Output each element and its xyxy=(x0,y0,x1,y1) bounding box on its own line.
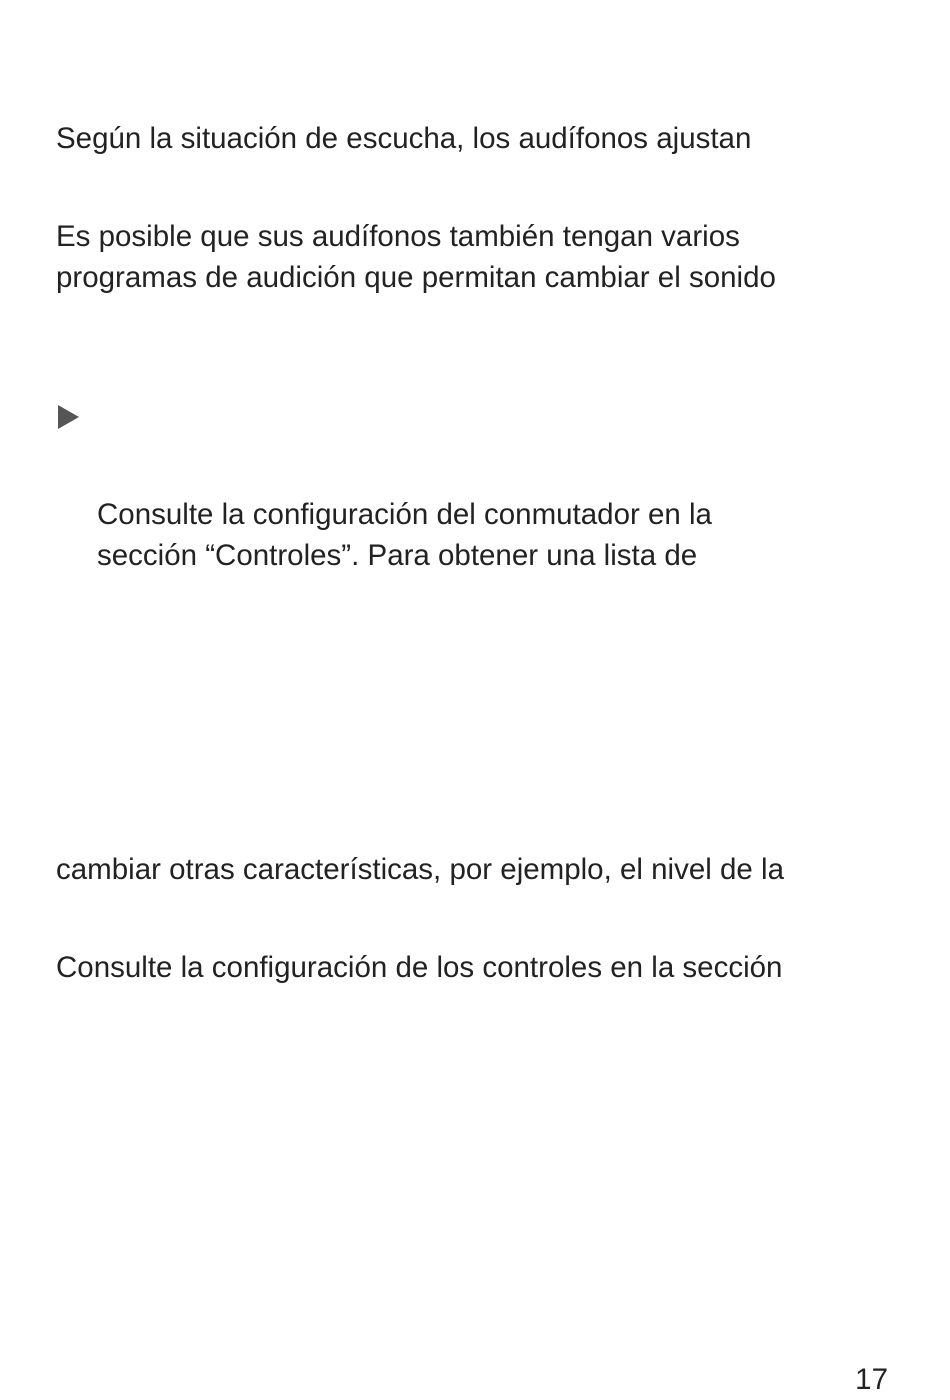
paragraph-3-line-2: sección “Controles”. Para obtener una lista de xyxy=(97,539,698,572)
paragraph-5-line-1: Consulte la configuración de los controles en la sección xyxy=(56,951,783,984)
page-number: 17 xyxy=(855,1363,888,1396)
paragraph-1-line-1: Según la situación de escucha, los audífonos ajustan xyxy=(56,122,752,155)
paragraph-2-line-1: Es posible que sus audífonos también tengan varios xyxy=(56,220,740,253)
paragraph-4-line-1: cambiar otras características, por ejemplo, el nivel de la xyxy=(56,853,784,886)
right-triangle-icon xyxy=(58,405,79,429)
paragraph-3-line-1: Consulte la configuración del conmutador en la xyxy=(97,498,712,531)
paragraph-2-line-2: programas de audición que permitan cambiar el sonido xyxy=(56,261,776,294)
